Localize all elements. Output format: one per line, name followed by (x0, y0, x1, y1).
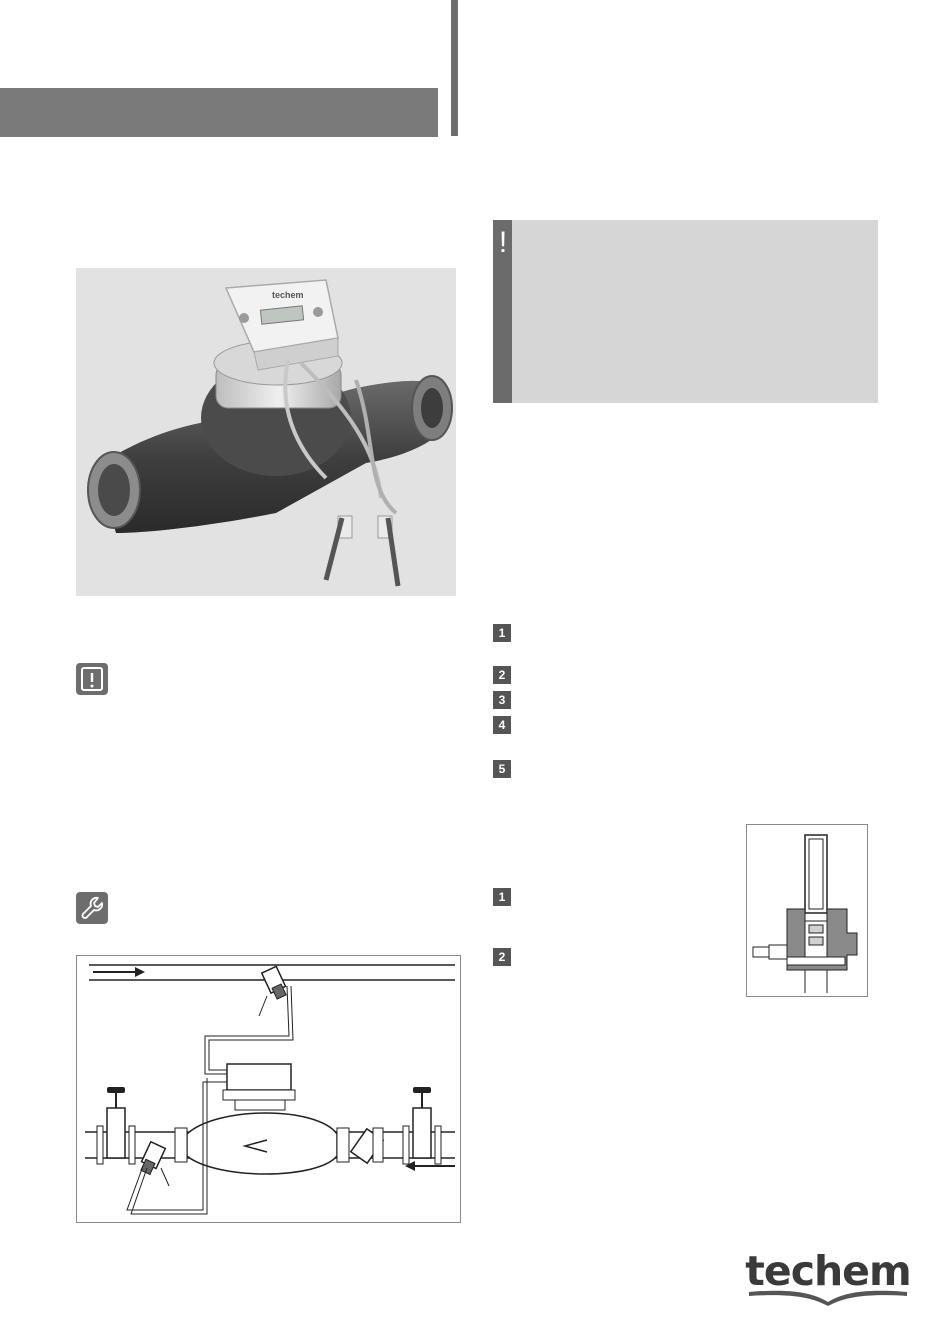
techem-logo (745, 1248, 911, 1308)
step-badge-4: 4 (493, 716, 511, 734)
step-badge-1: 1 (493, 624, 511, 642)
step-badge-2: 2 (493, 666, 511, 684)
step-badge-b2: 2 (493, 948, 511, 966)
sensor-section-diagram (746, 824, 868, 997)
logo-text: techem (745, 1247, 911, 1295)
step-badge-3: 3 (493, 691, 511, 709)
title-bar (0, 88, 438, 137)
header-divider (451, 0, 458, 136)
photo-brand-label: techem (272, 290, 304, 300)
water-meter-illustration (76, 268, 456, 596)
manual-notice-icon (76, 663, 108, 695)
step-badge-5: 5 (493, 760, 511, 778)
wrench-icon (76, 892, 108, 924)
installation-diagram (76, 955, 461, 1223)
warning-note-box (493, 220, 878, 403)
logo-swoosh (745, 1248, 911, 1308)
product-photo (76, 268, 456, 596)
exclamation-icon: ! (498, 226, 508, 259)
step-badge-b1: 1 (493, 888, 511, 906)
